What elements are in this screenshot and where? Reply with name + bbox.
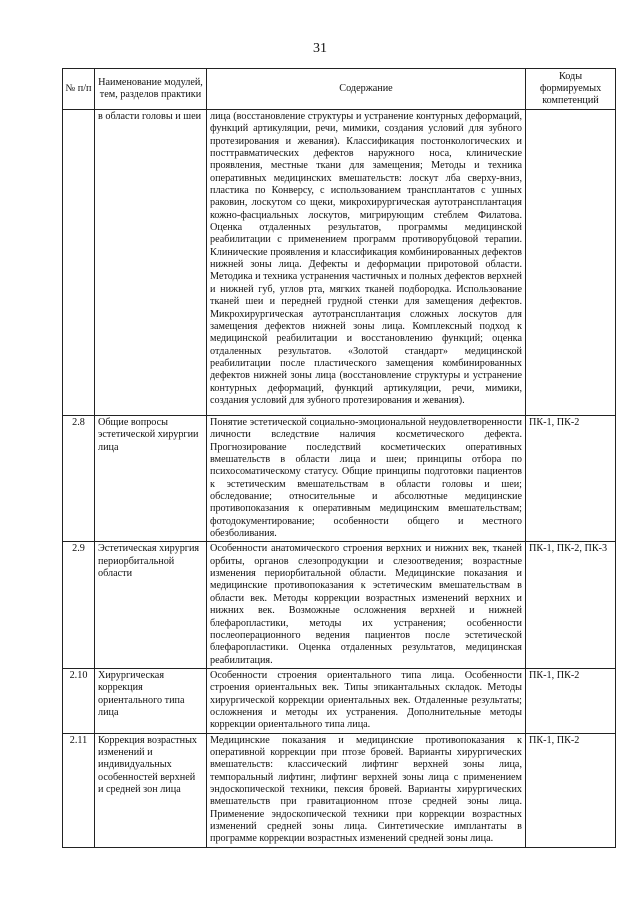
row-number: 2.9 [63, 542, 95, 668]
row-competency-codes: ПК-1, ПК-2 [526, 416, 616, 542]
row-content: лица (восстановление структуры и устранение контурных деформаций, функций артикуляции, речи, мимики, создания условий для зубного протезирования и жевания). Классификация постонкологических и посттравматических дефектов наружного носа, клинические проявления, местные ткани для замещения; Методы и техника оперативных медицинских вмешательств: лоскут лба сверху-вниз, пластика по Конверсу, с использованием трансплантатов с ушных раковин, лоскутом со щеки, микрохирургическая аутотрансплантация кожно-фасциальных лоскутов, мигрирующим стеблем Филатова. Оценка отдаленных результатов, программы медицинской реабилитации с применением программ противорубцовой терапии. Клинические проявления и классификация комбинированных дефектов нижней зоны лица. Дефекты и деформации приротовой области. Методика и техника устранения частичных и полных дефектов верхней и нижней губ, углов рта, мягких тканей подбородка. Использование тканей шеи и передней грудной стенки для замещения дефектов. Микрохирургическая аутотрансплантация сложных лоскутов для замещения дефектов нижней зоны лица. Комплексный подход к медицинской реабилитации и восстановлению функций; оценка отдаленных результатов. «Золотой стандарт» медицинской реабилитации после пластического замещения комбинированных дефектов нижней зоны лица (восстановление структуры и устранение контурных деформаций, функций артикуляции, речи, мимики, создания условий для зубного протезирования и жевания). [207, 110, 526, 416]
row-content: Медицинские показания и медицинские противопоказания к оперативной коррекции при птозе бровей. Варианты хирургических вмешательств: классический лифтинг верхней зоны лица, темпоральный лифтинг, лифтинг верхней зоны лица с применением эндоскопической техники, пексия бровей. Варианты хирургических вмешательств при гравитационном птозе средней зоны лица. Применение эндоскопической техники при коррекции возрастных изменений средней зоны лица. Синтетические имплантаты в программе коррекции возрастных изменений средней зоны лица. [207, 733, 526, 847]
row-number: 2.10 [63, 668, 95, 733]
table-header-row [63, 69, 616, 110]
table-row [63, 733, 616, 847]
header-content: Содержание [207, 69, 526, 110]
header-codes: Коды формируемых компетенций [526, 69, 616, 110]
table-row [63, 668, 616, 733]
row-number: 2.8 [63, 416, 95, 542]
header-name: Наименование модулей, тем, разделов практики [95, 69, 207, 110]
page-number: 31 [313, 41, 327, 56]
row-module-name: Хирургическая коррекция ориентального типа лица [95, 668, 207, 733]
row-module-name: Эстетическая хирургия периорбитальной области [95, 542, 207, 668]
table-row [63, 110, 616, 416]
row-module-name: в области головы и шеи [95, 110, 207, 416]
program-table [62, 68, 616, 848]
header-num: № п/п [63, 69, 95, 110]
row-competency-codes: ПК-1, ПК-2 [526, 733, 616, 847]
table-row [63, 542, 616, 668]
row-competency-codes: ПК-1, ПК-2 [526, 668, 616, 733]
row-module-name: Общие вопросы эстетической хирургии лица [95, 416, 207, 542]
row-content: Особенности строения ориентального типа лица. Особенности строения ориентальных век. Типы эпикантальных складок. Методы хирургической коррекции ориентальных век. Отдаленные результаты; осложнения и методы их устранения. Дополнительные методы коррекции ориентального типа лица. [207, 668, 526, 733]
row-module-name: Коррекция возрастных изменений и индивидуальных особенностей верхней и средней зон лица [95, 733, 207, 847]
row-competency-codes [526, 110, 616, 416]
row-number: 2.11 [63, 733, 95, 847]
row-competency-codes: ПК-1, ПК-2, ПК-3 [526, 542, 616, 668]
row-content: Особенности анатомического строения верхних и нижних век, тканей орбиты, органов слезопродукции и слезоотведения; возрастные изменения периорбитальной области. Медицинские показания и медицинские противопоказания к эстетическим вмешательствам в области век. Методы коррекции возрастных изменений верхних и нижних век. Возможные осложнения верхней и нижней блефаропластики, методы их устранения; особенности послеоперационного ведения пациентов после эстетической блефаропластики. Оценка отдаленных результатов, медицинская реабилитация. [207, 542, 526, 668]
row-number [63, 110, 95, 416]
row-content: Понятие эстетической социально-эмоциональной неудовлетворенности личности вследствие наличия косметического дефекта. Прогнозирование последствий косметических оперативных вмешательств в области лица и шеи; принципы отбора по психосоматическому статусу. Общие принципы подготовки пациентов к эстетическим вмешательствам в области головы и шеи; обследование; относительные и абсолютные медицинские противопоказания к оперативным медицинским вмешательствам; фотодокументирование; особенности общего и местного обезболивания. [207, 416, 526, 542]
table-row [63, 416, 616, 542]
